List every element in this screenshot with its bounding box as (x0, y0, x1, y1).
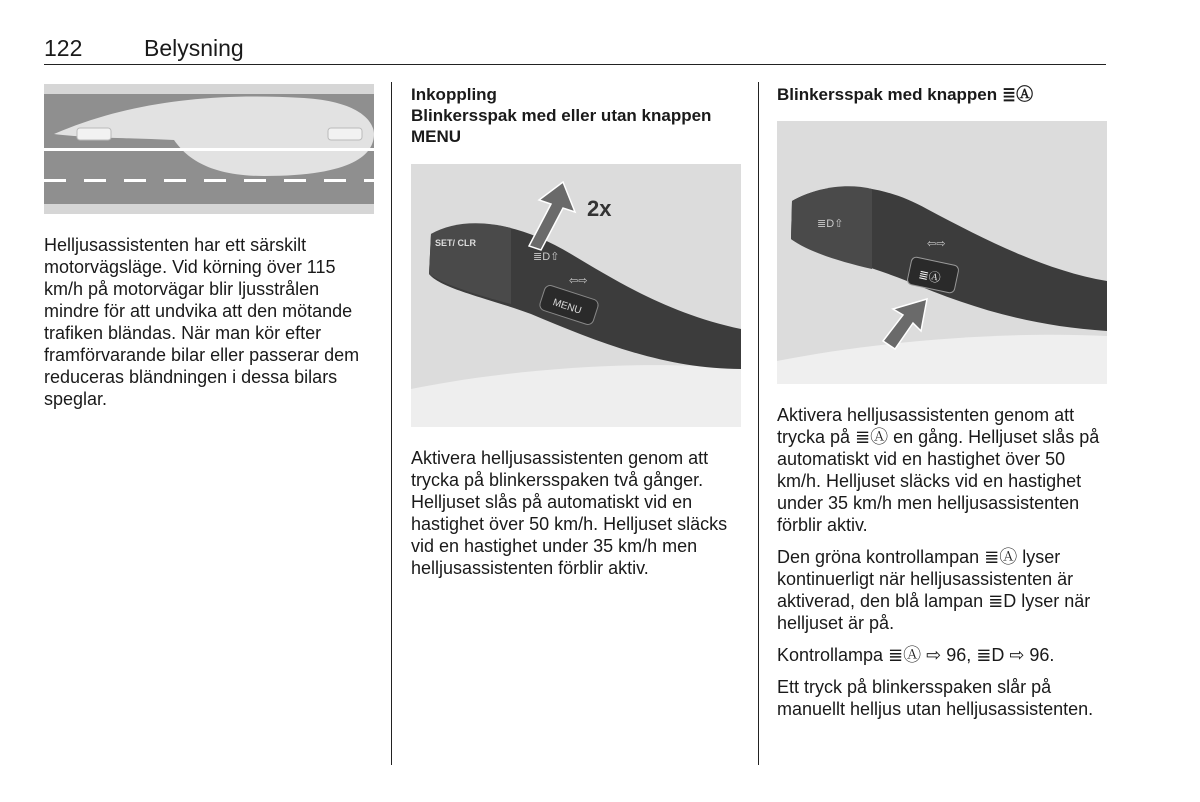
indicator-symbol: ⇦⇨ (927, 238, 946, 250)
car-left (77, 128, 111, 140)
motorway-mode-paragraph: Helljusassistenten har ett särskilt motorvägsläge. Vid körning över 115 km/h på motorvägar blir ljusstrålen mindre för att undvika att den mötande trafiken bländas. När man kör efter framförvarande bilar eller passerar dem reduceras bländningen i dessa bilars speglar. (44, 235, 360, 409)
column-3 (777, 84, 1107, 730)
activation-paragraph: Aktivera helljusassistenten genom att trycka på blinkersspaken två gånger. Helljuset slås på automatiskt vid en hastighet över 50 km/h. Helljuset släcks vid en hastighet under 35 km/h men helljusassistenten förblir aktiv. (411, 448, 728, 578)
high-beam-assist-icon: ≣Ⓐ (917, 267, 942, 286)
high-beam-symbol: ≣D⇧ (533, 251, 560, 263)
column-1 (44, 84, 374, 420)
column-divider (758, 82, 759, 765)
indicator-lamp-paragraph: Den gröna kontrollampan ≣Ⓐ lyser kontinuerligt när helljusassistenten är aktiverad, den blå lampan ≣D lyser när helljuset är på. (777, 547, 1091, 633)
highway-beam-svg (44, 84, 374, 214)
high-beam-symbol: ≣D⇧ (817, 218, 844, 230)
highway-beam-illustration (44, 84, 374, 214)
subsection-heading: Blinkersspak med eller utan knappen MENU (411, 106, 712, 146)
reference-paragraph: Kontrollampa ≣Ⓐ ⇨ 96, ≣D ⇨ 96. (777, 645, 1055, 665)
activation-paragraph: Aktivera helljusassistenten genom att trycka på ≣Ⓐ en gång. Helljuset slås på automatiskt vid en hastighet över 50 km/h. Helljuset släcks vid en hastighet under 35 km/h men helljusassistenten förblir aktiv. (777, 405, 1100, 535)
stalk-button-svg (777, 121, 1107, 384)
menu-button-label: MENU (551, 297, 583, 317)
stalk-menu-svg (411, 164, 741, 427)
section-heading: Inkoppling (411, 85, 497, 104)
column-2 (411, 84, 741, 589)
stalk-illustration-button (777, 121, 1107, 384)
page-header (44, 34, 1106, 65)
subsection-heading: Blinkersspak med knappen ≣Ⓐ (777, 85, 1034, 104)
set-clr-label: SET/ CLR (435, 238, 477, 248)
indicator-symbol: ⇦⇨ (569, 275, 588, 287)
car-right (328, 128, 362, 140)
column-divider (391, 82, 392, 765)
manual-high-beam-paragraph: Ett tryck på blinkersspaken slår på manuellt helljus utan helljusassistenten. (777, 677, 1094, 719)
stalk-illustration-menu (411, 164, 741, 427)
page-number: 122 (44, 35, 83, 61)
press-count-label: 2x (587, 196, 612, 221)
section-title: Belysning (144, 35, 244, 61)
